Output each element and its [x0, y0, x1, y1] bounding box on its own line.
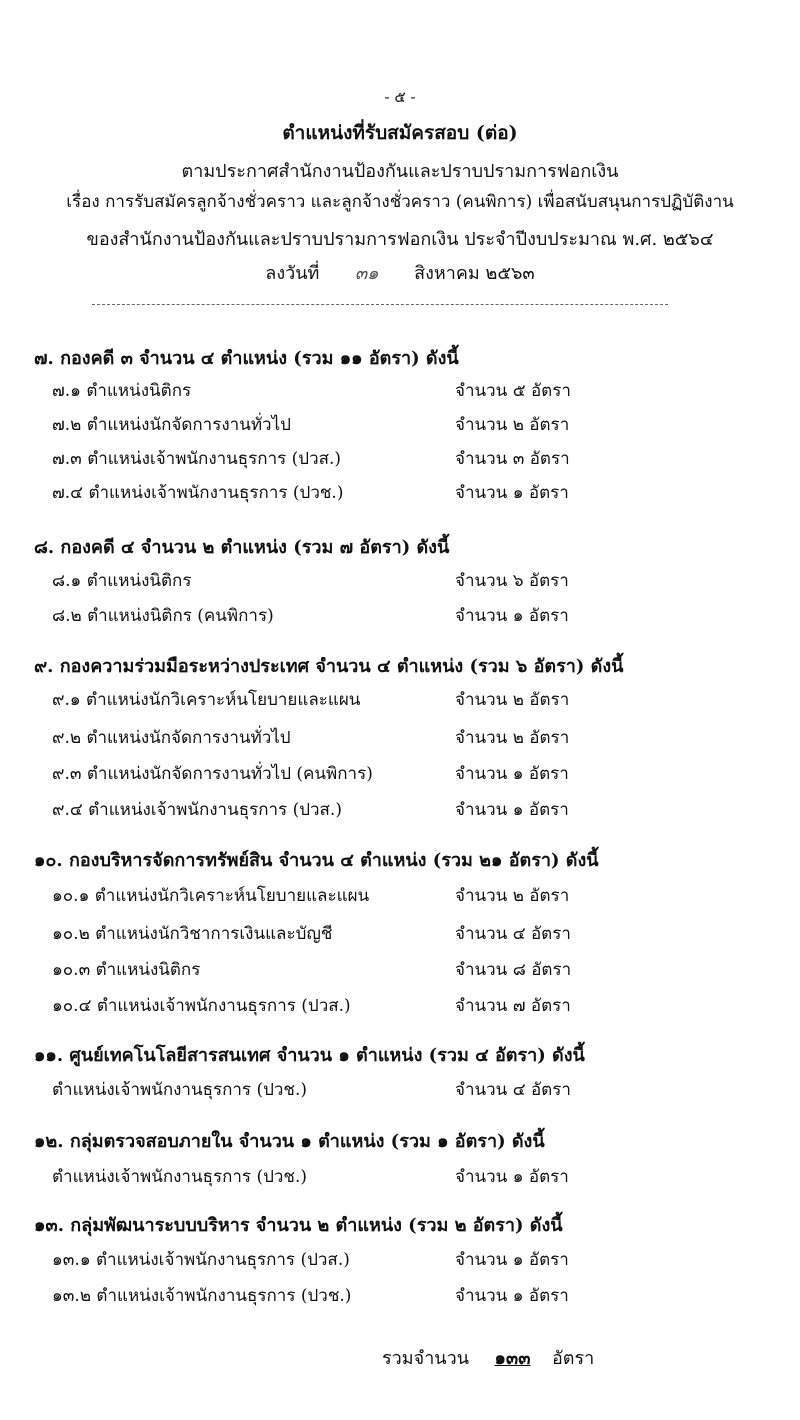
announcement-line-3: ของสำนักงานป้องกันและปราบปรามการฟอกเงิน ประจำปีงบประมาณ พ.ศ. ๒๕๖๔ — [86, 229, 714, 250]
position-count: จำนวน ๖ อัตรา — [455, 571, 569, 591]
announcement-line-2: เรื่อง การรับสมัครลูกจ้างชั่วคราว และลูกจ้างชั่วคราว (คนพิการ) เพื่อสนับสนุนการปฏิบัติงาน — [66, 192, 734, 212]
position-count: จำนวน ๑ อัตรา — [455, 800, 569, 820]
position-count: จำนวน ๓ อัตรา — [455, 449, 570, 469]
grand-total — [382, 1343, 594, 1372]
position-item: ๑๓.๒ ตำแหน่งเจ้าพนักงานธุรการ (ปวช.) — [52, 1286, 352, 1306]
section-heading: ๑๓. กลุ่มพัฒนาระบบบริหาร จำนวน ๒ ตำแหน่ง (รวม ๒ อัตรา) ดังนี้ — [34, 1215, 563, 1236]
date-month-year: สิงหาคม ๒๕๖๓ — [414, 263, 535, 284]
page-number: - ๕ - — [384, 88, 416, 106]
document-title: ตำแหน่งที่รับสมัครสอบ (ต่อ) — [282, 122, 518, 144]
position-count: จำนวน ๒ อัตรา — [455, 728, 570, 748]
position-item: ๑๐.๒ ตำแหน่งนักวิชาการเงินและบัญชี — [52, 924, 333, 944]
total-label: รวมจำนวน — [382, 1348, 470, 1369]
section-heading: ๑๒. กลุ่มตรวจสอบภายใน จำนวน ๑ ตำแหน่ง (รวม ๑ อัตรา) ดังนี้ — [34, 1131, 545, 1152]
position-count: จำนวน ๑ อัตรา — [455, 1286, 569, 1306]
position-item: ๙.๔ ตำแหน่งเจ้าพนักงานธุรการ (ปวส.) — [52, 800, 342, 820]
position-count: จำนวน ๗ อัตรา — [455, 996, 571, 1016]
position-item: ๗.๑ ตำแหน่งนิติกร — [52, 381, 192, 401]
position-count: จำนวน ๒ อัตรา — [455, 415, 570, 435]
position-item: ๑๐.๓ ตำแหน่งนิติกร — [52, 960, 201, 980]
date-label: ลงวันที่ — [265, 263, 320, 284]
date-day: ๓๑ — [354, 263, 379, 284]
section-heading: ๑๑. ศูนย์เทคโนโลยีสารสนเทศ จำนวน ๑ ตำแหน่ง (รวม ๔ อัตรา) ดังนี้ — [34, 1045, 585, 1066]
position-item: ๗.๒ ตำแหน่งนักจัดการงานทั่วไป — [52, 415, 291, 435]
section-heading: ๘. กองคดี ๔ จำนวน ๒ ตำแหน่ง (รวม ๗ อัตรา) ดังนี้ — [34, 537, 450, 558]
separator-line — [92, 304, 668, 305]
position-count: จำนวน ๘ อัตรา — [455, 960, 572, 980]
total-unit: อัตรา — [552, 1348, 595, 1369]
position-item: ๘.๒ ตำแหน่งนิติกร (คนพิการ) — [52, 606, 274, 626]
position-item: ๑๐.๔ ตำแหน่งเจ้าพนักงานธุรการ (ปวส.) — [52, 996, 351, 1016]
position-count: จำนวน ๔ อัตรา — [455, 1080, 571, 1100]
position-item: ๙.๒ ตำแหน่งนักจัดการงานทั่วไป — [52, 728, 291, 748]
position-item: ตำแหน่งเจ้าพนักงานธุรการ (ปวช.) — [52, 1167, 307, 1187]
position-item: ๘.๑ ตำแหน่งนิติกร — [52, 571, 192, 591]
position-item: ๙.๑ ตำแหน่งนักวิเคราะห์นโยบายและแผน — [52, 690, 361, 710]
position-count: จำนวน ๑ อัตรา — [455, 764, 569, 784]
section-heading: ๑๐. กองบริหารจัดการทรัพย์สิน จำนวน ๔ ตำแหน่ง (รวม ๒๑ อัตรา) ดังนี้ — [34, 850, 599, 871]
position-item: ๑๓.๑ ตำแหน่งเจ้าพนักงานธุรการ (ปวส.) — [52, 1250, 350, 1270]
position-count: จำนวน ๑ อัตรา — [455, 606, 569, 626]
section-heading: ๙. กองความร่วมมือระหว่างประเทศ จำนวน ๔ ตำแหน่ง (รวม ๖ อัตรา) ดังนี้ — [34, 656, 624, 677]
announcement-date — [0, 258, 800, 287]
total-value: ๑๓๓ — [494, 1348, 531, 1369]
position-item: ตำแหน่งเจ้าพนักงานธุรการ (ปวช.) — [52, 1080, 307, 1100]
position-count: จำนวน ๕ อัตรา — [455, 381, 571, 401]
position-count: จำนวน ๔ อัตรา — [455, 924, 571, 944]
announcement-line-1: ตามประกาศสำนักงานป้องกันและปราบปรามการฟอกเงิน — [181, 161, 619, 182]
position-count: จำนวน ๒ อัตรา — [455, 690, 570, 710]
section-heading: ๗. กองคดี ๓ จำนวน ๔ ตำแหน่ง (รวม ๑๑ อัตรา) ดังนี้ — [34, 348, 459, 369]
position-count: จำนวน ๒ อัตรา — [455, 886, 570, 906]
position-count: จำนวน ๑ อัตรา — [455, 483, 569, 503]
position-count: จำนวน ๑ อัตรา — [455, 1167, 569, 1187]
position-count: จำนวน ๑ อัตรา — [455, 1250, 569, 1270]
position-item: ๗.๓ ตำแหน่งเจ้าพนักงานธุรการ (ปวส.) — [52, 449, 342, 469]
position-item: ๙.๓ ตำแหน่งนักจัดการงานทั่วไป (คนพิการ) — [52, 764, 373, 784]
position-item: ๑๐.๑ ตำแหน่งนักวิเคราะห์นโยบายและแผน — [52, 886, 370, 906]
position-item: ๗.๔ ตำแหน่งเจ้าพนักงานธุรการ (ปวช.) — [52, 483, 344, 503]
